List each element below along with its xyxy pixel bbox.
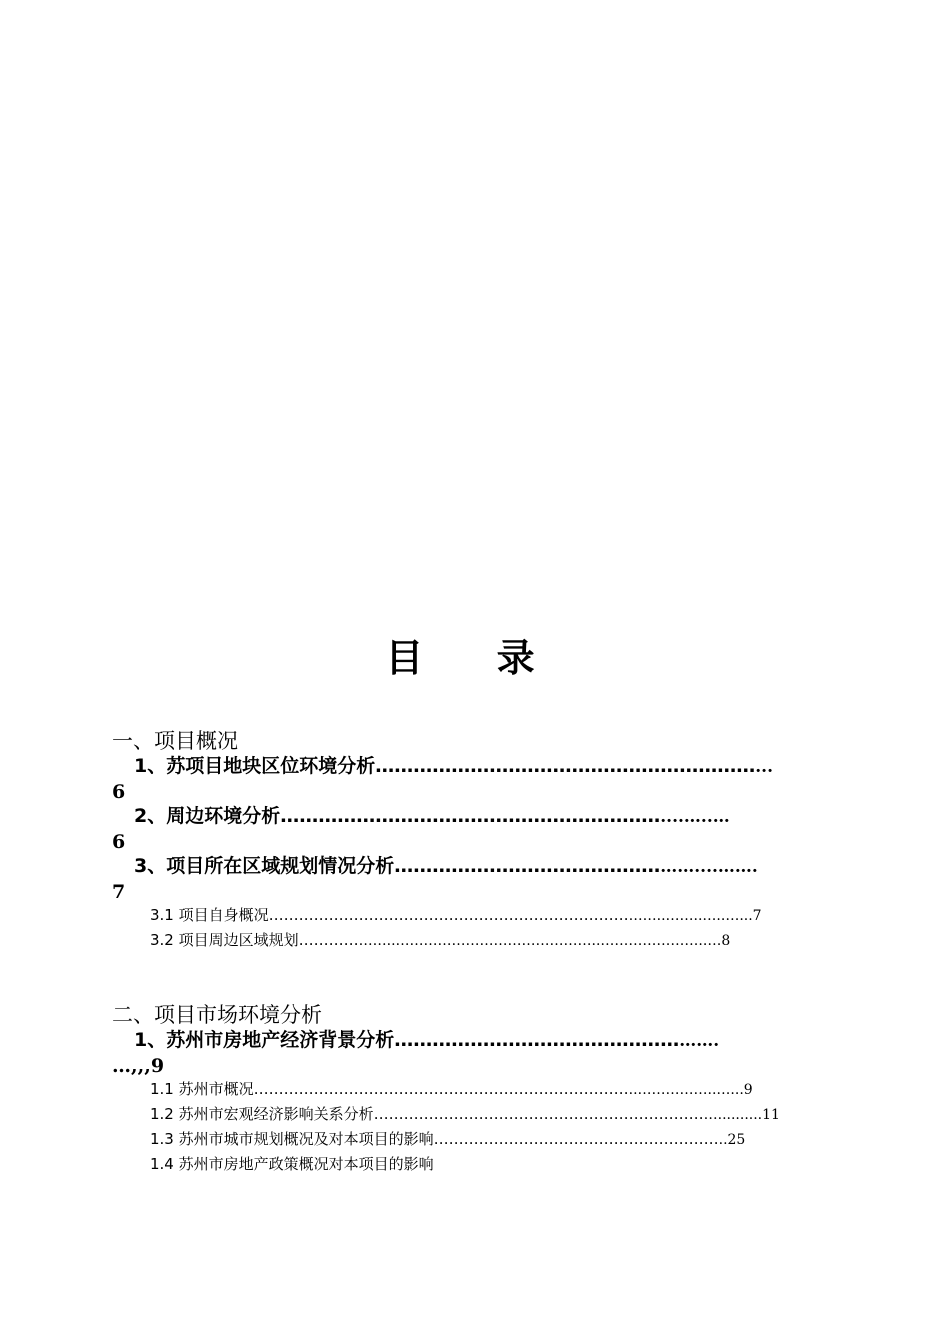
toc-subentry (150, 1128, 860, 1151)
toc-leader-tail: ....…..… (660, 807, 730, 827)
toc-leader: …………………………………… (394, 855, 661, 877)
toc-entry-text: 3、项目所在区域规划情况分析 (134, 855, 395, 877)
toc-subentry-text: 1.2 苏州市宏观经济影响关系分析 (150, 1105, 374, 1123)
toc-subentry (150, 929, 860, 952)
toc-entry-text: 2、周边环境分析 (134, 805, 281, 827)
toc-subentry (150, 1153, 860, 1175)
toc-entry-page: 7 (112, 881, 126, 903)
toc-leader-tail: ... (755, 757, 773, 777)
toc-leader-tail: ……....……. (660, 857, 758, 877)
toc-entry-page: 6 (112, 781, 126, 803)
toc-subentry-text: 1.1 苏州市概况 (150, 1080, 254, 1098)
toc-leader: …………………………………………………… (280, 805, 661, 827)
toc-leader: ………………………………………………………………… (253, 1080, 629, 1098)
toc-entry (112, 753, 868, 780)
toc-leader-tail: ……..……………………………………..…………………..…8 (358, 933, 731, 949)
toc-subentry-text: 3.2 项目周边区域规划 (150, 931, 299, 949)
toc-leader-tail: ……. (679, 1031, 720, 1051)
toc-leader: …………………………………………………… (375, 755, 756, 777)
toc-entry-text: 1、苏州市房地产经济背景分析 (134, 1029, 395, 1051)
toc-entry-page: …,,,9 (112, 1055, 165, 1077)
toc-title: 目 录 (385, 636, 565, 680)
toc-subentry-text: 3.1 项目自身概况 (150, 906, 269, 924)
toc-leader: ………………………………………………………… (373, 1105, 704, 1123)
toc-subentry-text: 1.3 苏州市城市规划概况及对本项目的影响 (150, 1130, 434, 1148)
toc-entry (112, 803, 868, 830)
toc-subentry-text: 1.4 苏州市房地产政策概况对本项目的影响 (150, 1155, 434, 1173)
toc-entry-page: 6 (112, 831, 126, 853)
toc-leader-tail: ..25 (718, 1132, 746, 1148)
toc-leader-tail: ..……………..…...9 (628, 1082, 753, 1098)
toc-entry (112, 1027, 868, 1054)
toc-entry (112, 853, 868, 880)
toc-subentry (150, 1103, 860, 1126)
toc-leader: ………… (298, 931, 359, 949)
section-heading-1: 一、项目概况 (112, 729, 238, 753)
toc-subentry (150, 1078, 860, 1101)
toc-leader: ……………………………………………………………… (268, 906, 629, 924)
toc-leader: ……………………………………… (394, 1029, 680, 1051)
toc-leader-tail: …..........11 (703, 1107, 780, 1123)
toc-leader: ………………………………………………… (433, 1130, 719, 1148)
toc-entry-text: 1、苏项目地块区位环境分析 (134, 755, 376, 777)
section-heading-2: 二、项目市场环境分析 (112, 1003, 322, 1027)
toc-leader-tail: ……..……..…..…...7 (628, 908, 762, 924)
toc-subentry (150, 904, 860, 927)
